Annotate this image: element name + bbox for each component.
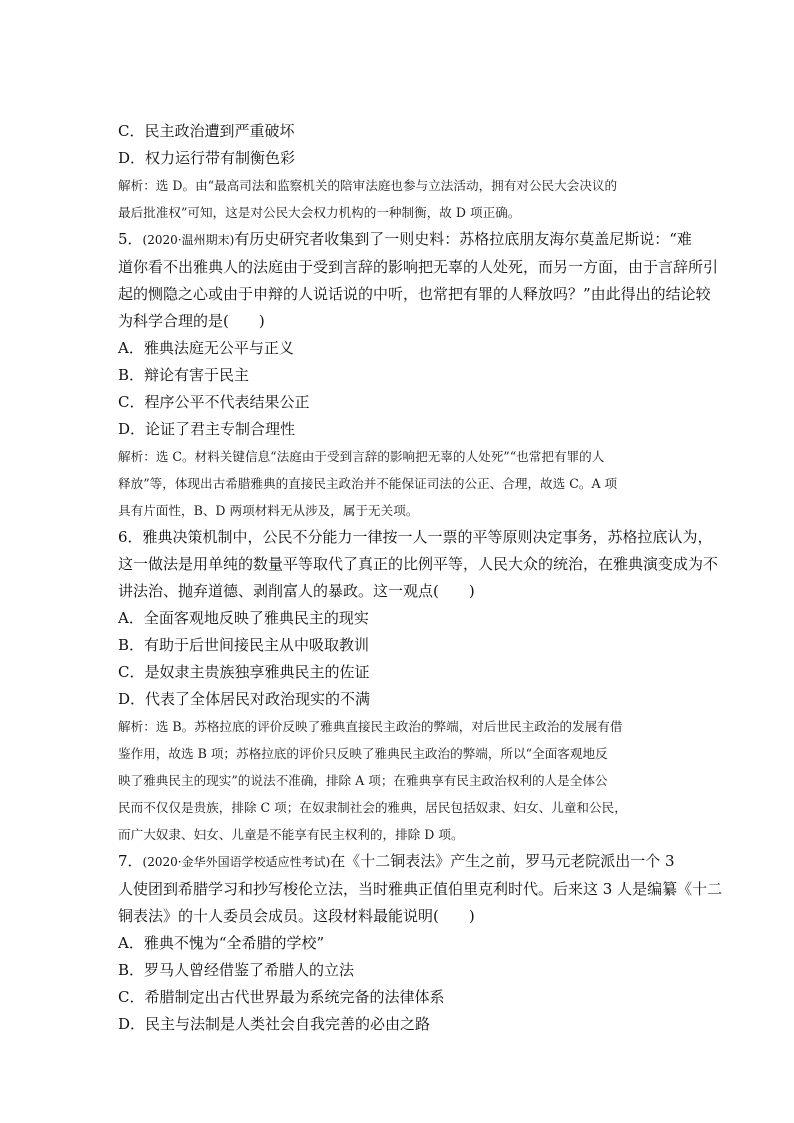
q7-stem-line: 人使团到希腊学习和抄写梭伦立法，当时雅典正值伯里克利时代。后来这 3 人是编纂《十二	[118, 880, 723, 898]
q5-option-b: B．辩论有害于民主	[118, 366, 250, 384]
page-content	[118, 118, 723, 1038]
q6-option-b: B．有助于后世间接民主从中吸取教训	[118, 636, 370, 654]
q5-option-c: C．程序公平不代表结果公正	[118, 393, 310, 411]
q7-option-a: A．雅典不愧为“全希腊的学校”	[118, 934, 325, 952]
q5-stem-start: 有历史研究者收集到了一则史料：苏格拉底朋友海尔莫盖尼斯说：“难	[234, 230, 692, 248]
q6-stem-line: 这一做法是用单纯的数量平等取代了真正的比例平等，人民大众的统治，在雅典演变成为不	[118, 555, 719, 573]
q5-source: (2020·温州期末)	[142, 233, 235, 247]
q7-stem-start: 在《十二铜表法》产生之前，罗马元老院派出一个 3	[330, 852, 675, 870]
q7-option-b: B．罗马人曾经借鉴了希腊人的立法	[118, 961, 355, 979]
q7-option-d: D．民主与法制是人类社会自我完善的必由之路	[118, 1015, 431, 1033]
q5-stem-line: 为科学合理的是( )	[118, 312, 265, 330]
q6-option-c: C．是奴隶主贵族独享雅典民主的佐证	[118, 663, 370, 681]
q6-stem-line: 6．雅典决策机制中，公民不分能力一律按一人一票的平等原则决定事务，苏格拉底认为，	[118, 528, 713, 546]
q7-stem-first-line	[118, 848, 678, 876]
q4-option-c: C．民主政治遭到严重破坏	[118, 122, 295, 140]
q5-number: 5．	[118, 230, 143, 248]
q4-analysis-line: 最后批准权”可知，这是对公民大会权力机构的一种制衡，故 D 项正确。	[118, 205, 521, 220]
q6-analysis-line: 鉴作用，故选 B 项；苏格拉底的评价只反映了雅典民主政治的弊端，所以“全面客观地反	[118, 746, 608, 761]
q5-option-d: D．论证了君主专制合理性	[118, 420, 296, 438]
q6-analysis-line: 映了雅典民主的现实”的说法不准确，排除 A 项；在雅典享有民主政治权利的人是全体公	[118, 773, 608, 788]
q4-option-d: D．权力运行带有制衡色彩	[118, 149, 296, 167]
q5-analysis-line: 解析：选 C。材料关键信息“法庭由于受到言辞的影响把无辜的人处死”“也常把有罪的人	[118, 449, 605, 464]
q7-number: 7．	[118, 852, 143, 870]
q6-analysis-line: 解析：选 B。苏格拉底的评价反映了雅典直接民主政治的弊端，对后世民主政治的发展有借	[118, 719, 623, 734]
q5-analysis-line: 释放”等，体现出古希腊雅典的直接民主政治并不能保证司法的公正、合理，故选 C。A 项	[118, 476, 618, 491]
q4-analysis-line: 解析：选 D。由“最高司法和监察机关的陪审法庭也参与立法活动，拥有对公民大会决议的	[118, 178, 618, 193]
q5-analysis-line: 具有片面性，B、D 两项材料无从涉及，属于无关项。	[118, 503, 419, 518]
q7-option-c: C．希腊制定出古代世界最为系统完备的法律体系	[118, 988, 445, 1006]
q6-stem-line: 讲法治、抛弃道德、剥削富人的暴政。这一观点( )	[118, 582, 475, 600]
q7-stem-line: 铜表法》的十人委员会成员。这段材料最能说明( )	[118, 907, 475, 925]
q5-stem-first-line	[118, 226, 692, 254]
q5-stem-line: 道你看不出雅典人的法庭由于受到言辞的影响把无辜的人处死，而另一方面，由于言辞所引	[118, 258, 719, 276]
q6-analysis-line: 民而不仅仅是贵族，排除 C 项；在奴隶制社会的雅典，居民包括奴隶、妇女、儿童和公民，	[118, 800, 627, 815]
q5-stem-line: 起的恻隐之心或由于申辩的人说话说的中听，也常把有罪的人释放吗？”由此得出的结论较	[118, 285, 711, 303]
q5-option-a: A．雅典法庭无公平与正义	[118, 339, 294, 357]
q6-option-d: D．代表了全体居民对政治现实的不满	[118, 690, 371, 708]
q6-option-a: A．全面客观地反映了雅典民主的现实	[118, 609, 369, 627]
q6-analysis-line: 而广大奴隶、妇女、儿童是不能享有民主权利的，排除 D 项。	[118, 827, 464, 842]
q7-source: (2020·金华外国语学校适应性考试)	[142, 855, 331, 869]
